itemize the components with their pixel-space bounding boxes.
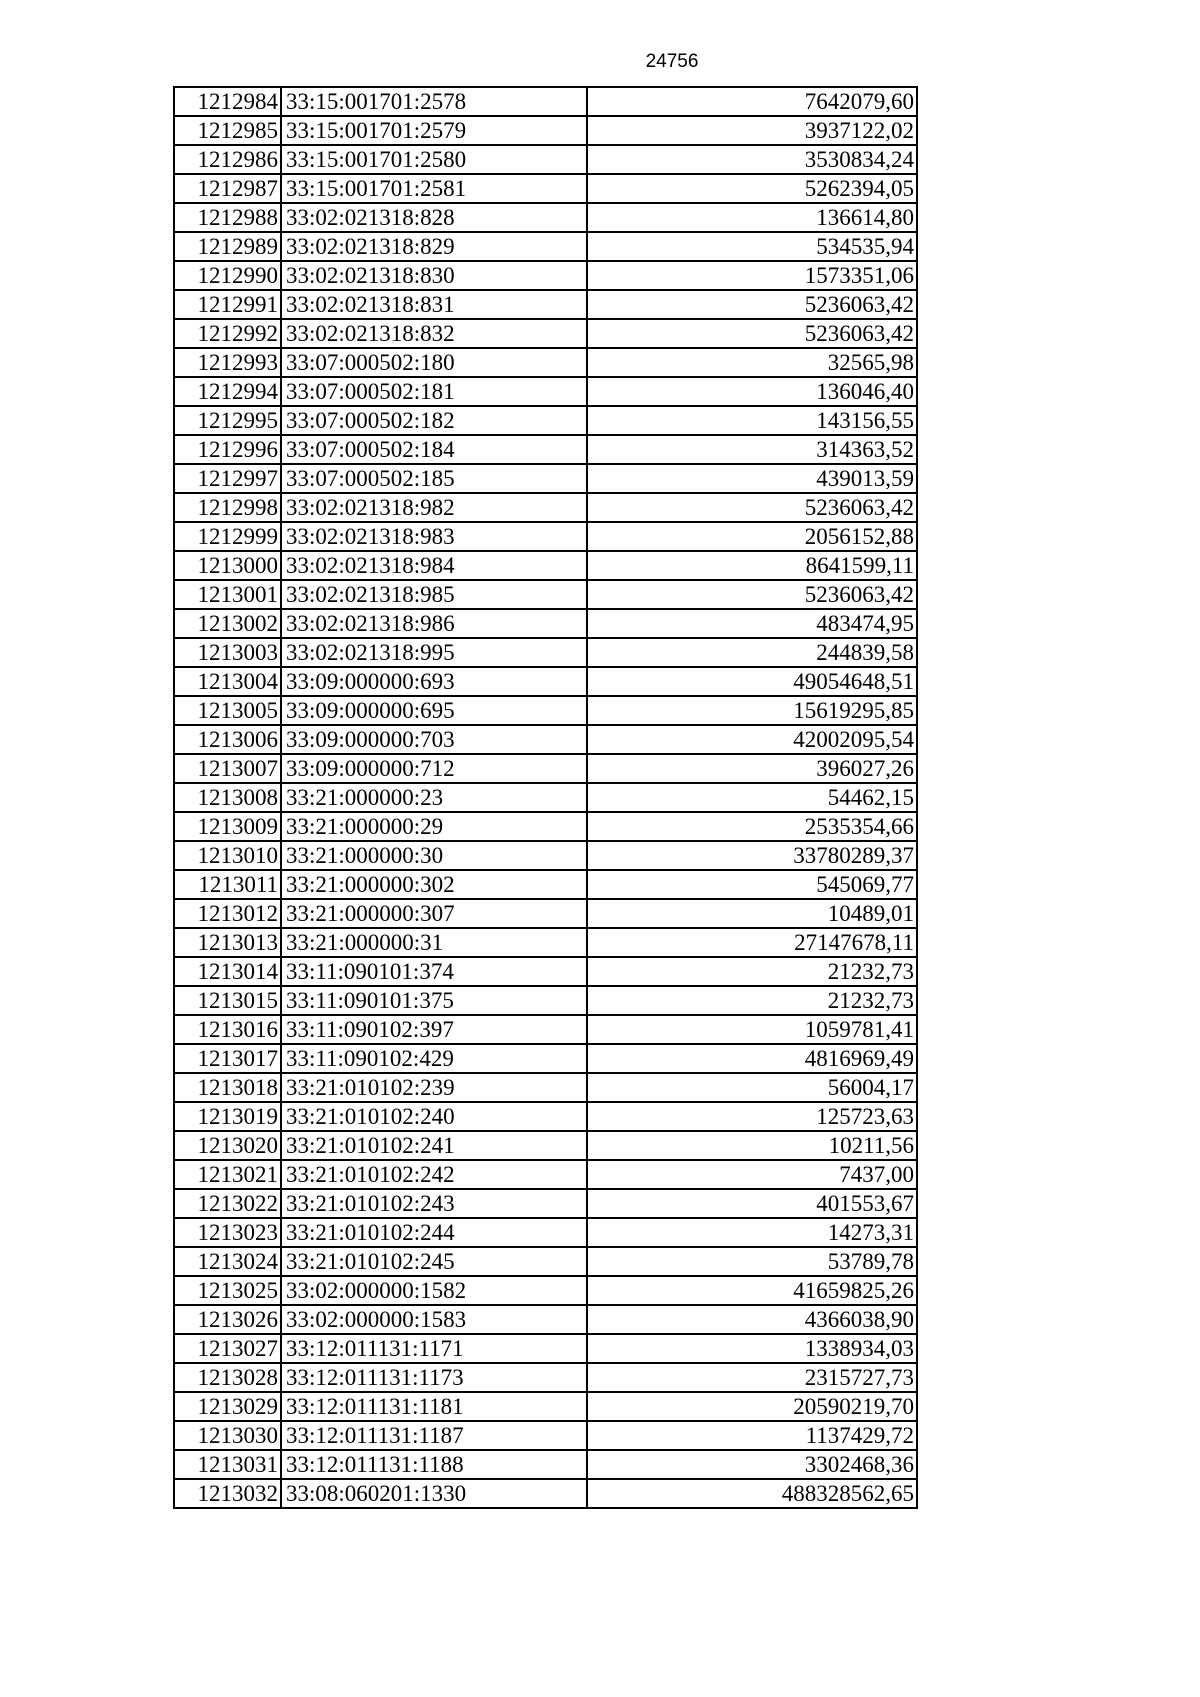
row-id-cell: 1213025 xyxy=(174,1276,281,1305)
row-id-cell: 1212992 xyxy=(174,319,281,348)
cadastral-value-cell: 5262394,05 xyxy=(587,174,917,203)
row-id-cell: 1213019 xyxy=(174,1102,281,1131)
cadastral-number-cell: 33:21:010102:242 xyxy=(281,1160,587,1189)
row-id-cell: 1212984 xyxy=(174,87,281,116)
cadastral-number-cell: 33:21:010102:239 xyxy=(281,1073,587,1102)
cadastral-number-cell: 33:21:010102:245 xyxy=(281,1247,587,1276)
cadastral-value-cell: 4366038,90 xyxy=(587,1305,917,1334)
cadastral-value-cell: 488328562,65 xyxy=(587,1479,917,1508)
row-id-cell: 1213015 xyxy=(174,986,281,1015)
row-id-cell: 1212986 xyxy=(174,145,281,174)
table-row xyxy=(174,319,917,348)
table-row xyxy=(174,261,917,290)
table-row xyxy=(174,580,917,609)
row-id-cell: 1213009 xyxy=(174,812,281,841)
row-id-cell: 1213027 xyxy=(174,1334,281,1363)
cadastral-number-cell: 33:02:021318:985 xyxy=(281,580,587,609)
cadastral-value-cell: 545069,77 xyxy=(587,870,917,899)
row-id-cell: 1213013 xyxy=(174,928,281,957)
cadastral-number-cell: 33:07:000502:181 xyxy=(281,377,587,406)
cadastral-number-cell: 33:12:011131:1187 xyxy=(281,1421,587,1450)
cadastral-value-cell: 1573351,06 xyxy=(587,261,917,290)
cadastral-value-cell: 1059781,41 xyxy=(587,1015,917,1044)
cadastral-value-cell: 314363,52 xyxy=(587,435,917,464)
cadastral-value-cell: 244839,58 xyxy=(587,638,917,667)
row-id-cell: 1212996 xyxy=(174,435,281,464)
row-id-cell: 1213004 xyxy=(174,667,281,696)
table-row xyxy=(174,174,917,203)
table-row xyxy=(174,1044,917,1073)
table-row xyxy=(174,957,917,986)
cadastral-number-cell: 33:07:000502:185 xyxy=(281,464,587,493)
table-row xyxy=(174,551,917,580)
cadastral-number-cell: 33:21:010102:243 xyxy=(281,1189,587,1218)
cadastral-number-cell: 33:02:021318:829 xyxy=(281,232,587,261)
table-row xyxy=(174,638,917,667)
row-id-cell: 1213022 xyxy=(174,1189,281,1218)
cadastral-number-cell: 33:07:000502:184 xyxy=(281,435,587,464)
row-id-cell: 1212991 xyxy=(174,290,281,319)
row-id-cell: 1213016 xyxy=(174,1015,281,1044)
cadastral-number-cell: 33:09:000000:703 xyxy=(281,725,587,754)
cadastral-value-cell: 396027,26 xyxy=(587,754,917,783)
cadastral-number-cell: 33:07:000502:180 xyxy=(281,348,587,377)
cadastral-number-cell: 33:15:001701:2580 xyxy=(281,145,587,174)
table-row xyxy=(174,290,917,319)
cadastral-number-cell: 33:21:010102:244 xyxy=(281,1218,587,1247)
cadastral-value-cell: 10211,56 xyxy=(587,1131,917,1160)
cadastral-number-cell: 33:02:021318:832 xyxy=(281,319,587,348)
table-row xyxy=(174,377,917,406)
row-id-cell: 1212985 xyxy=(174,116,281,145)
row-id-cell: 1212997 xyxy=(174,464,281,493)
cadastral-number-cell: 33:02:021318:828 xyxy=(281,203,587,232)
row-id-cell: 1212998 xyxy=(174,493,281,522)
cadastral-value-cell: 53789,78 xyxy=(587,1247,917,1276)
table-row xyxy=(174,1102,917,1131)
cadastral-number-cell: 33:09:000000:695 xyxy=(281,696,587,725)
cadastral-number-cell: 33:21:000000:302 xyxy=(281,870,587,899)
row-id-cell: 1212990 xyxy=(174,261,281,290)
cadastral-number-cell: 33:02:021318:830 xyxy=(281,261,587,290)
cadastral-value-cell: 5236063,42 xyxy=(587,580,917,609)
table-row xyxy=(174,87,917,116)
table-row xyxy=(174,522,917,551)
table-row xyxy=(174,1160,917,1189)
table-row xyxy=(174,899,917,928)
table-row xyxy=(174,841,917,870)
table-row xyxy=(174,1218,917,1247)
row-id-cell: 1213023 xyxy=(174,1218,281,1247)
table-row xyxy=(174,406,917,435)
row-id-cell: 1213006 xyxy=(174,725,281,754)
cadastral-value-cell: 20590219,70 xyxy=(587,1392,917,1421)
cadastral-value-cell: 2535354,66 xyxy=(587,812,917,841)
row-id-cell: 1212995 xyxy=(174,406,281,435)
row-id-cell: 1213026 xyxy=(174,1305,281,1334)
row-id-cell: 1213021 xyxy=(174,1160,281,1189)
cadastral-number-cell: 33:02:000000:1583 xyxy=(281,1305,587,1334)
row-id-cell: 1213012 xyxy=(174,899,281,928)
row-id-cell: 1213010 xyxy=(174,841,281,870)
row-id-cell: 1213001 xyxy=(174,580,281,609)
cadastral-number-cell: 33:15:001701:2581 xyxy=(281,174,587,203)
cadastral-value-cell: 136046,40 xyxy=(587,377,917,406)
row-id-cell: 1213030 xyxy=(174,1421,281,1450)
table-row xyxy=(174,1334,917,1363)
table-row xyxy=(174,870,917,899)
table-row xyxy=(174,1421,917,1450)
table-row xyxy=(174,1450,917,1479)
row-id-cell: 1213017 xyxy=(174,1044,281,1073)
cadastral-value-cell: 1338934,03 xyxy=(587,1334,917,1363)
cadastral-value-cell: 5236063,42 xyxy=(587,493,917,522)
cadastral-value-cell: 7642079,60 xyxy=(587,87,917,116)
table-row xyxy=(174,1276,917,1305)
row-id-cell: 1213008 xyxy=(174,783,281,812)
cadastral-value-cell: 56004,17 xyxy=(587,1073,917,1102)
cadastral-number-cell: 33:09:000000:693 xyxy=(281,667,587,696)
cadastral-value-cell: 136614,80 xyxy=(587,203,917,232)
cadastral-value-cell: 143156,55 xyxy=(587,406,917,435)
row-id-cell: 1213032 xyxy=(174,1479,281,1508)
cadastral-value-cell: 3937122,02 xyxy=(587,116,917,145)
cadastral-value-cell: 1137429,72 xyxy=(587,1421,917,1450)
row-id-cell: 1212989 xyxy=(174,232,281,261)
cadastral-value-cell: 54462,15 xyxy=(587,783,917,812)
table-row xyxy=(174,1015,917,1044)
row-id-cell: 1213002 xyxy=(174,609,281,638)
table-row xyxy=(174,232,917,261)
cadastral-number-cell: 33:02:021318:982 xyxy=(281,493,587,522)
row-id-cell: 1213011 xyxy=(174,870,281,899)
cadastral-value-cell: 3530834,24 xyxy=(587,145,917,174)
cadastral-number-cell: 33:12:011131:1188 xyxy=(281,1450,587,1479)
cadastral-number-cell: 33:15:001701:2578 xyxy=(281,87,587,116)
table-row xyxy=(174,696,917,725)
row-id-cell: 1213003 xyxy=(174,638,281,667)
table-row xyxy=(174,812,917,841)
cadastral-value-cell: 401553,67 xyxy=(587,1189,917,1218)
cadastral-value-cell: 15619295,85 xyxy=(587,696,917,725)
cadastral-number-cell: 33:21:010102:241 xyxy=(281,1131,587,1160)
cadastral-number-cell: 33:21:000000:23 xyxy=(281,783,587,812)
cadastral-value-cell: 5236063,42 xyxy=(587,290,917,319)
cadastral-number-cell: 33:02:021318:831 xyxy=(281,290,587,319)
table-row xyxy=(174,1073,917,1102)
row-id-cell: 1213024 xyxy=(174,1247,281,1276)
row-id-cell: 1212988 xyxy=(174,203,281,232)
table-row xyxy=(174,1189,917,1218)
row-id-cell: 1213000 xyxy=(174,551,281,580)
row-id-cell: 1212993 xyxy=(174,348,281,377)
cadastral-number-cell: 33:21:000000:29 xyxy=(281,812,587,841)
table-row xyxy=(174,986,917,1015)
table-row xyxy=(174,464,917,493)
cadastral-value-cell: 8641599,11 xyxy=(587,551,917,580)
cadastral-number-cell: 33:15:001701:2579 xyxy=(281,116,587,145)
cadastral-number-cell: 33:21:010102:240 xyxy=(281,1102,587,1131)
table-row xyxy=(174,754,917,783)
cadastral-value-cell: 21232,73 xyxy=(587,986,917,1015)
cadastral-value-cell: 32565,98 xyxy=(587,348,917,377)
cadastral-number-cell: 33:21:000000:31 xyxy=(281,928,587,957)
cadastral-number-cell: 33:02:021318:983 xyxy=(281,522,587,551)
cadastral-value-cell: 14273,31 xyxy=(587,1218,917,1247)
table-row xyxy=(174,667,917,696)
cadastral-number-cell: 33:02:021318:986 xyxy=(281,609,587,638)
cadastral-number-cell: 33:12:011131:1173 xyxy=(281,1363,587,1392)
cadastral-number-cell: 33:12:011131:1181 xyxy=(281,1392,587,1421)
cadastral-value-cell: 49054648,51 xyxy=(587,667,917,696)
cadastral-number-cell: 33:21:000000:30 xyxy=(281,841,587,870)
table-row xyxy=(174,725,917,754)
table-row xyxy=(174,145,917,174)
cadastral-value-cell: 27147678,11 xyxy=(587,928,917,957)
table-row xyxy=(174,609,917,638)
table-row xyxy=(174,116,917,145)
row-id-cell: 1213007 xyxy=(174,754,281,783)
cadastral-number-cell: 33:12:011131:1171 xyxy=(281,1334,587,1363)
row-id-cell: 1213028 xyxy=(174,1363,281,1392)
table-row xyxy=(174,435,917,464)
row-id-cell: 1213005 xyxy=(174,696,281,725)
cadastral-number-cell: 33:02:021318:984 xyxy=(281,551,587,580)
row-id-cell: 1212999 xyxy=(174,522,281,551)
cadastral-value-table xyxy=(173,86,918,1509)
cadastral-value-cell: 21232,73 xyxy=(587,957,917,986)
cadastral-value-cell: 439013,59 xyxy=(587,464,917,493)
table-row xyxy=(174,348,917,377)
cadastral-value-cell: 3302468,36 xyxy=(587,1450,917,1479)
row-id-cell: 1212994 xyxy=(174,377,281,406)
table-row xyxy=(174,203,917,232)
cadastral-number-cell: 33:11:090102:397 xyxy=(281,1015,587,1044)
cadastral-value-cell: 483474,95 xyxy=(587,609,917,638)
cadastral-number-cell: 33:21:000000:307 xyxy=(281,899,587,928)
cadastral-value-cell: 33780289,37 xyxy=(587,841,917,870)
row-id-cell: 1213020 xyxy=(174,1131,281,1160)
cadastral-value-cell: 5236063,42 xyxy=(587,319,917,348)
row-id-cell: 1213029 xyxy=(174,1392,281,1421)
cadastral-number-cell: 33:11:090101:375 xyxy=(281,986,587,1015)
cadastral-value-cell: 534535,94 xyxy=(587,232,917,261)
table-row xyxy=(174,1392,917,1421)
cadastral-number-cell: 33:08:060201:1330 xyxy=(281,1479,587,1508)
cadastral-number-cell: 33:11:090102:429 xyxy=(281,1044,587,1073)
row-id-cell: 1213031 xyxy=(174,1450,281,1479)
cadastral-number-cell: 33:09:000000:712 xyxy=(281,754,587,783)
row-id-cell: 1213018 xyxy=(174,1073,281,1102)
cadastral-value-cell: 2315727,73 xyxy=(587,1363,917,1392)
page-number: 24756 xyxy=(645,51,699,72)
table-row xyxy=(174,1479,917,1508)
cadastral-value-cell: 41659825,26 xyxy=(587,1276,917,1305)
table-row xyxy=(174,1305,917,1334)
row-id-cell: 1212987 xyxy=(174,174,281,203)
table-row xyxy=(174,493,917,522)
table-row xyxy=(174,1363,917,1392)
table-row xyxy=(174,1247,917,1276)
cadastral-value-cell: 2056152,88 xyxy=(587,522,917,551)
cadastral-number-cell: 33:07:000502:182 xyxy=(281,406,587,435)
row-id-cell: 1213014 xyxy=(174,957,281,986)
table-row xyxy=(174,783,917,812)
table-body xyxy=(174,87,917,1508)
cadastral-value-cell: 7437,00 xyxy=(587,1160,917,1189)
cadastral-value-cell: 42002095,54 xyxy=(587,725,917,754)
cadastral-value-cell: 10489,01 xyxy=(587,899,917,928)
cadastral-number-cell: 33:02:021318:995 xyxy=(281,638,587,667)
cadastral-value-cell: 4816969,49 xyxy=(587,1044,917,1073)
table-row xyxy=(174,928,917,957)
cadastral-value-cell: 125723,63 xyxy=(587,1102,917,1131)
cadastral-number-cell: 33:02:000000:1582 xyxy=(281,1276,587,1305)
table-row xyxy=(174,1131,917,1160)
cadastral-number-cell: 33:11:090101:374 xyxy=(281,957,587,986)
